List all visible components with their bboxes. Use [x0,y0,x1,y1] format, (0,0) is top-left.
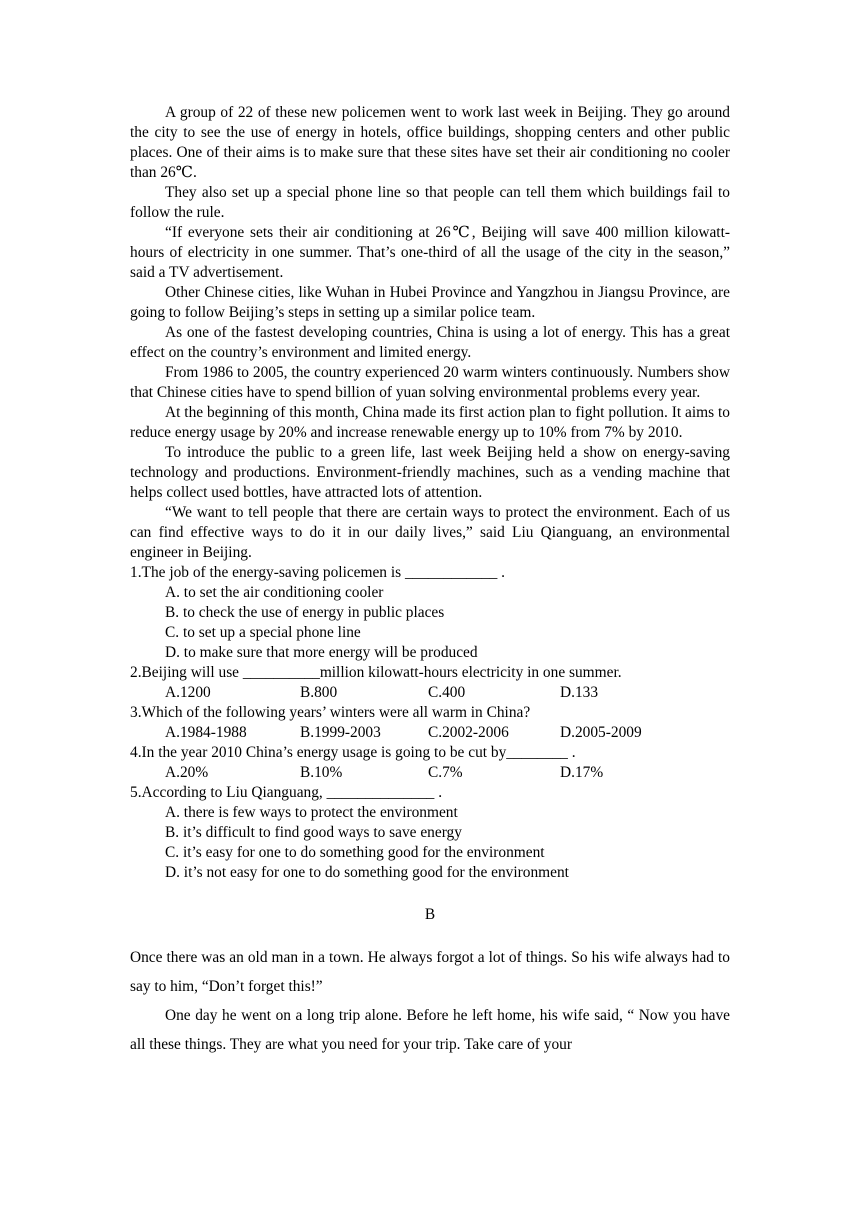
question-2-stem: 2.Beijing will use __________million kilowatt-hours electricity in one summer. [130,664,622,681]
question-3-stem: 3.Which of the following years’ winters were all warm in China? [130,704,531,721]
question-1-option-b: B. to check the use of energy in public places [165,604,445,621]
question-1-option-a: A. to set the air conditioning cooler [165,584,384,601]
question-4-option-d: D.17% [560,764,604,781]
question-2 [130,663,730,703]
question-2-option-a: A.1200 [165,684,211,701]
question-3-option-c: C.2002-2006 [428,724,509,741]
passage-b-paragraph-1: Once there was an old man in a town. He always forgot a lot of things. So his wife always had to say to him, “Don’t forget this!” [130,949,730,995]
question-1-option-d: D. to make sure that more energy will be produced [165,644,478,661]
question-5-option-c: C. it’s easy for one to do something good for the environment [165,844,545,861]
question-3-option-d: D.2005-2009 [560,724,642,741]
passage-a-paragraph-7: At the beginning of this month, China made its first action plan to fight pollution. It aims to reduce energy usage by 20% and increase renewable energy up to 10% from 7% by 2010. [130,404,730,441]
section-b-label: B [424,906,436,923]
question-3 [130,703,730,743]
question-2-options [165,683,730,703]
question-4-option-a: A.20% [165,764,209,781]
question-4-stem: 4.In the year 2010 China’s energy usage is going to be cut by________ . [130,744,576,761]
question-4 [130,743,730,783]
passage-a-paragraph-9: “We want to tell people that there are certain ways to protect the environment. Each of us can find effective ways to do it in our daily lives,” said Liu Qianguang, an environmental engineer in Beijing. [130,504,730,561]
question-1-option-c: C. to set up a special phone line [165,624,361,641]
question-3-option-a: A.1984-1988 [165,724,247,741]
question-2-option-d: D.133 [560,684,599,701]
passage-b-paragraph-2: One day he went on a long trip alone. Before he left home, his wife said, “ Now you have all these things. They are what you need for your trip. Take care of your [130,1007,730,1053]
question-1 [130,563,730,663]
question-5-stem: 5.According to Liu Qianguang, ______________ . [130,784,443,801]
passage-b [130,943,730,1059]
passage-a-paragraph-6: From 1986 to 2005, the country experienced 20 warm winters continuously. Numbers show that Chinese cities have to spend billion of yuan solving environmental problems every year. [130,364,730,401]
question-5-option-a: A. there is few ways to protect the environment [165,804,458,821]
passage-a [130,103,730,563]
question-5-option-d: D. it’s not easy for one to do something good for the environment [165,864,569,881]
question-4-options [165,763,730,783]
passage-a-paragraph-1: A group of 22 of these new policemen went to work last week in Beijing. They go around the city to see the use of energy in hotels, office buildings, shopping centers and other public places. One of their aims is to make sure that these sites have set their air conditioning no cooler than 26℃. [130,104,730,181]
passage-a-paragraph-5: As one of the fastest developing countries, China is using a lot of energy. This has a great effect on the country’s environment and limited energy. [130,324,730,361]
question-2-option-c: C.400 [428,684,466,701]
passage-a-paragraph-2: They also set up a special phone line so that people can tell them which buildings fail to follow the rule. [130,184,730,221]
question-5 [130,783,730,883]
question-2-option-b: B.800 [300,684,338,701]
passage-a-paragraph-4: Other Chinese cities, like Wuhan in Hubei Province and Yangzhou in Jiangsu Province, are going to follow Beijing’s steps in setting up a similar police team. [130,284,730,321]
question-3-option-b: B.1999-2003 [300,724,381,741]
question-1-stem: 1.The job of the energy-saving policemen is ____________ . [130,564,506,581]
question-4-option-b: B.10% [300,764,343,781]
question-5-option-b: B. it’s difficult to find good ways to save energy [165,824,462,841]
passage-a-paragraph-8: To introduce the public to a green life, last week Beijing held a show on energy-saving technology and productions. Environment-friendly machines, such as a vending machine that helps collect used bottles, have attracted lots of attention. [130,444,730,501]
document-page [130,103,730,1059]
question-4-option-c: C.7% [428,764,463,781]
passage-a-paragraph-3: “If everyone sets their air conditioning at 26℃, Beijing will save 400 million kilowatt-hours of electricity in one summer. That’s one-third of all the usage of the city in the season,” said a TV advertisement. [130,224,730,281]
question-3-options [165,723,730,743]
